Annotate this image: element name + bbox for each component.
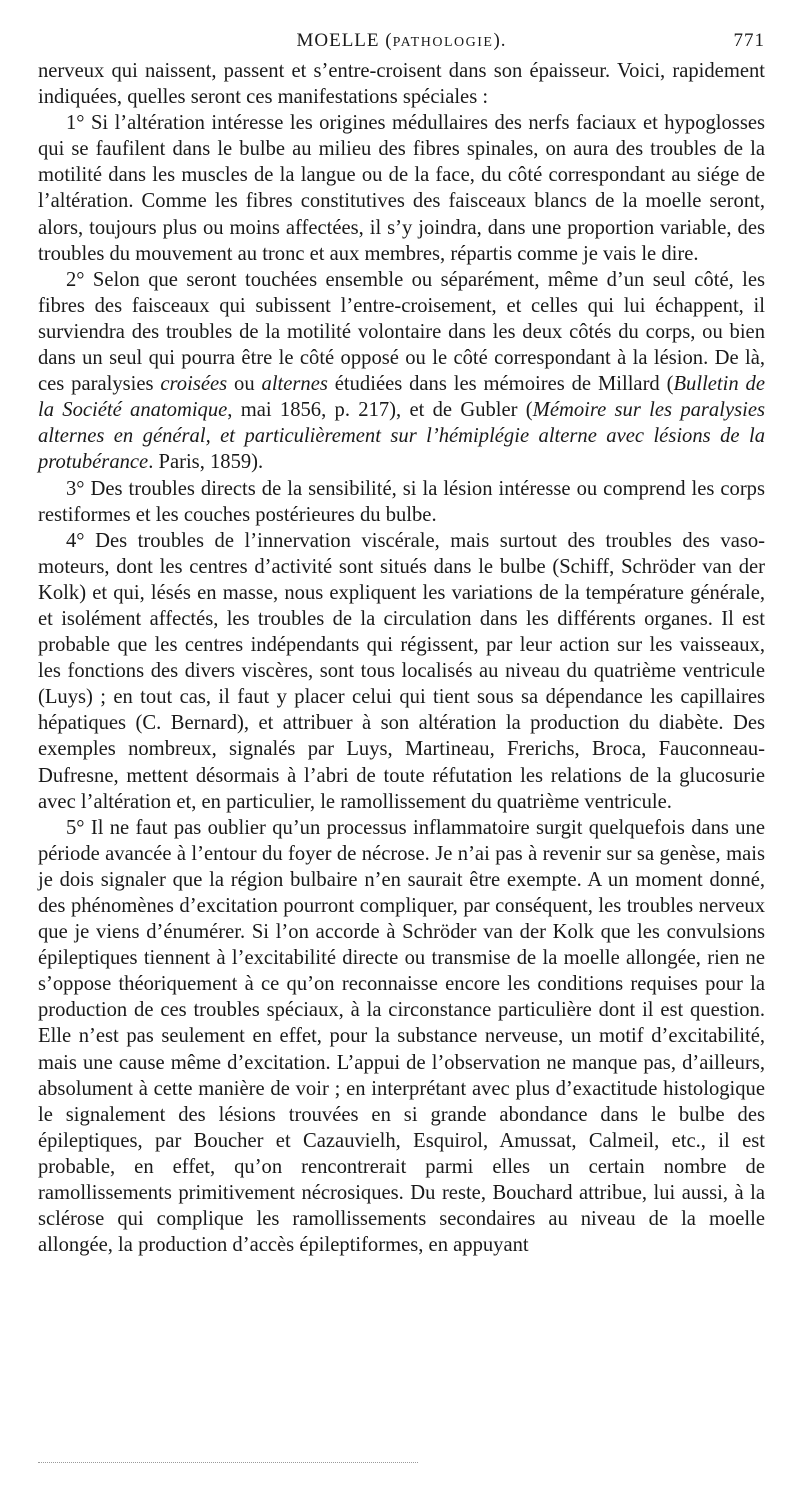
running-title-end: ). xyxy=(493,30,507,51)
italic-text: Mémoire sur les paralysies alternes en général, et particulièrement sur l’hémiplégie alterne avec lésions de la protubérance xyxy=(38,399,765,474)
running-header xyxy=(38,30,765,58)
page-footer-rule xyxy=(38,1462,418,1465)
text-run: ou xyxy=(227,373,262,396)
text-run: 4° Des troubles de l’innervation viscérale, mais surtout des troubles des vaso-moteurs, dont les centres d’activité sont situés dans le bulbe (Schiff, Schröder van der Kolk) et qui, lésés en masse, nous expliquent les variations de la température générale, et isolément affectés, les troubles de la circulation dans les différents organes. Il est probable que les centres indépendants qui régissent, par leur action sur les vaisseaux, les fonctions des divers viscères, sont tous localisés au niveau du quatrième ventricule (Luys) ; en tout cas, il faut y placer celui qui tient sous sa dépendance les capillaires hépatiques (C. Bernard), et attribuer à son altération la production du diabète. Des exemples nombreux, signalés par Luys, Martineau, Frerichs, Broca, Fauconneau-Dufresne, mettent désormais à l’abri de toute réfutation les relations de la glucosurie avec l’altération et, en particulier, le ramollissement du quatrième ventricule. xyxy=(38,529,765,813)
running-title xyxy=(38,30,765,52)
italic-text: alternes xyxy=(261,373,328,396)
text-run: 5° Il ne faut pas oublier qu’un processus inflammatoire surgit quelquefois dans une période avancée à l’entour du foyer de nécrose. Je n’ai pas à revenir sur sa genèse, mais je dois signaler que la région bulbaire n’en saurait être exempte. A un moment donné, des phénomènes d’excitation pourront compliquer, par conséquent, les troubles nerveux que je viens d’énumérer. Si l’on accorde à Schröder van der Kolk que les convulsions épileptiques tiennent à l’excitabilité directe ou transmise de la moelle allongée, rien ne s’oppose théoriquement à ce qu’on reconnaisse encore les conditions requises pour la production de ces troubles spéciaux, à la circonstance particulière dont il est question. Elle n’est pas seulement en effet, pour la substance nerveuse, un motif d’excitabilité, mais une cause même d’excitation. L’appui de l’observation ne manque pas, d’ailleurs, absolument à cette manière de voir ; en interprétant avec plus d’exactitude histologique le signalement des lésions trouvées en si grande abondance dans le bulbe des épileptiques, par Boucher et Cazauvielh, Esquirol, Amussat, Calmeil, etc., il est probable, en effet, qu’on rencontrerait parmi elles un certain nombre de ramollissements primitivement nécrosiques. Du reste, Bouchard attribue, lui aussi, à la sclérose qui complique les ramollissements secondaires au niveau de la moelle allongée, la production d’accès épileptiformes, en appuyant xyxy=(38,816,765,1257)
body-text xyxy=(38,58,765,1258)
book-page xyxy=(38,30,765,1258)
page-number: 771 xyxy=(733,30,765,51)
text-run: , mai 1856, p. 217), et de Gubler ( xyxy=(227,399,533,422)
text-run: 1° Si l’altération intéresse les origines médullaires des nerfs faciaux et hypoglosses qui se faufilent dans le bulbe au milieu des fibres spinales, on aura des troubles de la motilité dans les muscles de la langue ou de la face, du côté correspondant au siége de l’altération. Comme les fibres constitutives des faisceaux blancs de la moelle seront, alors, toujours plus ou moins affectées, il s’y joindra, dans une proportion variable, des troubles du mouvement au tronc et aux membres, répartis comme je vais le dire. xyxy=(38,112,765,265)
paragraph-4 xyxy=(38,528,765,815)
running-title-main: MOELLE ( xyxy=(296,30,393,51)
text-run: 2° Selon que seront touchées ensemble ou séparément, même d’un seul côté, les fibres des faisceaux qui subissent l’entre-croisement, et celles qui lui échappent, il surviendra des troubles de la motilité volontaire dans les deux côtés du corps, ou bien dans un seul qui pourra être le côté opposé ou le côté correspondant à la lésion. De là, ces paralysies xyxy=(38,268,765,396)
paragraph-5 xyxy=(38,815,765,1259)
paragraph-3 xyxy=(38,476,765,528)
italic-text: croisées xyxy=(160,373,228,396)
running-title-subject: PATHOLOGIE xyxy=(392,35,494,50)
text-run: 3° Des troubles directs de la sensibilité, si la lésion intéresse ou comprend les corps restiformes et les couches postérieures du bulbe. xyxy=(38,477,765,526)
paragraph-continuation xyxy=(38,58,765,110)
text-run: étudiées dans les mémoires de Millard ( xyxy=(327,373,674,396)
text-run: nerveux qui naissent, passent et s’entre-croisent dans son épaisseur. Voici, rapidement indiquées, quelles seront ces manifestations spéciales : xyxy=(38,60,765,109)
paragraph-2 xyxy=(38,267,765,476)
text-run: . Paris, 1859). xyxy=(148,451,264,474)
italic-text: Bulletin de la Société anatomique xyxy=(38,373,765,422)
paragraph-1 xyxy=(38,110,765,267)
